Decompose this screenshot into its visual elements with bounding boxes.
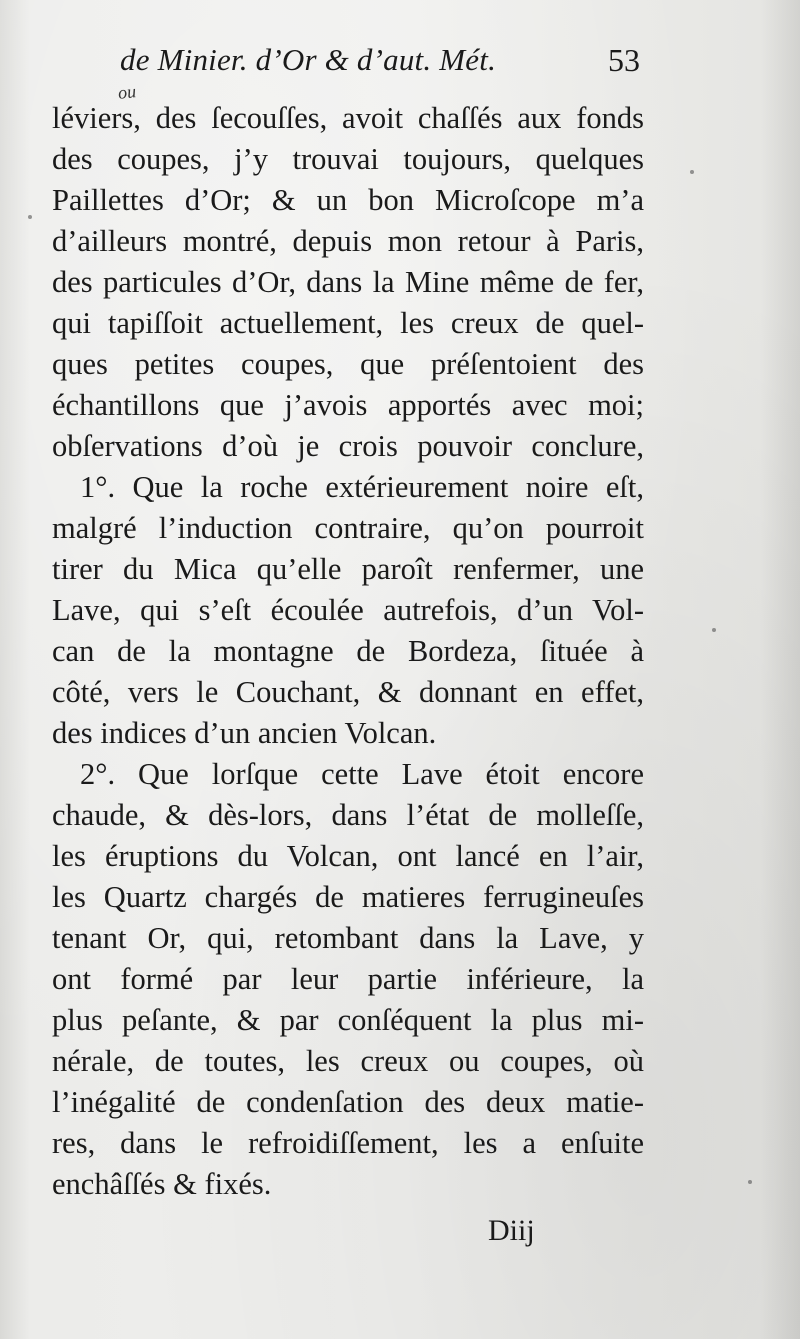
running-title: de Minier. d’Or & d’aut. Mét.: [120, 42, 497, 77]
text-line: des indices d’un ancien Volcan.: [52, 716, 437, 750]
text-line: côté, vers le Couchant, & donnant en effet,: [52, 675, 644, 709]
text-line: échantillons que j’avois apportés avec moi;: [52, 388, 644, 422]
text-line: l’inégalité de condenſation des deux matie-: [52, 1085, 644, 1119]
text-line: plus peſante, & par conſéquent la plus mi-: [52, 1003, 644, 1037]
text-line: des particules d’Or, dans la Mine même de fer,: [52, 265, 644, 299]
body-text: [52, 98, 644, 1205]
text-line: d’ailleurs montré, depuis mon retour à Paris,: [52, 224, 644, 258]
page-header: [120, 40, 640, 90]
text-line: léviers, des ſecouſſes, avoit chaſſés aux fonds: [52, 101, 644, 135]
handwritten-annotation: ou: [116, 81, 137, 103]
paper-speck: [712, 628, 716, 632]
text-line: obſervations d’où je crois pouvoir conclure,: [52, 429, 644, 463]
paper-speck: [28, 215, 32, 219]
text-line: des coupes, j’y trouvai toujours, quelques: [52, 142, 644, 176]
text-line: qui tapiſſoit actuellement, les creux de quel-: [52, 306, 644, 340]
text-line: ont formé par leur partie inférieure, la: [52, 962, 644, 996]
text-line: malgré l’induction contraire, qu’on pourroit: [52, 511, 644, 545]
page-number: 53: [608, 42, 640, 78]
paper-speck: [690, 170, 694, 174]
text-line: 2°. Que lorſque cette Lave étoit encore: [80, 757, 644, 791]
text-line: nérale, de toutes, les creux ou coupes, où: [52, 1044, 644, 1078]
text-line: les Quartz chargés de matieres ferrugineuſes: [52, 880, 644, 914]
text-line: tenant Or, qui, retombant dans la Lave, y: [52, 921, 644, 955]
text-line: tirer du Mica qu’elle paroît renfermer, une: [52, 552, 644, 586]
text-line: ques petites coupes, que préſentoient des: [52, 347, 644, 381]
text-line: chaude, & dès-lors, dans l’état de molleſſe,: [52, 798, 644, 832]
text-line: res, dans le refroidiſſement, les a enſuite: [52, 1126, 644, 1160]
text-line: enchâſſés & fixés.: [52, 1167, 272, 1201]
paper-speck: [748, 1180, 752, 1184]
signature-mark: Diij: [488, 1214, 535, 1247]
text-line: 1°. Que la roche extérieurement noire eſt,: [80, 470, 644, 504]
text-line: can de la montagne de Bordeza, ſituée à: [52, 634, 644, 668]
text-line: les éruptions du Volcan, ont lancé en l’air,: [52, 839, 644, 873]
text-line: Lave, qui s’eſt écoulée autrefois, d’un Vol-: [52, 593, 644, 627]
text-line: Paillettes d’Or; & un bon Microſcope m’a: [52, 183, 644, 217]
